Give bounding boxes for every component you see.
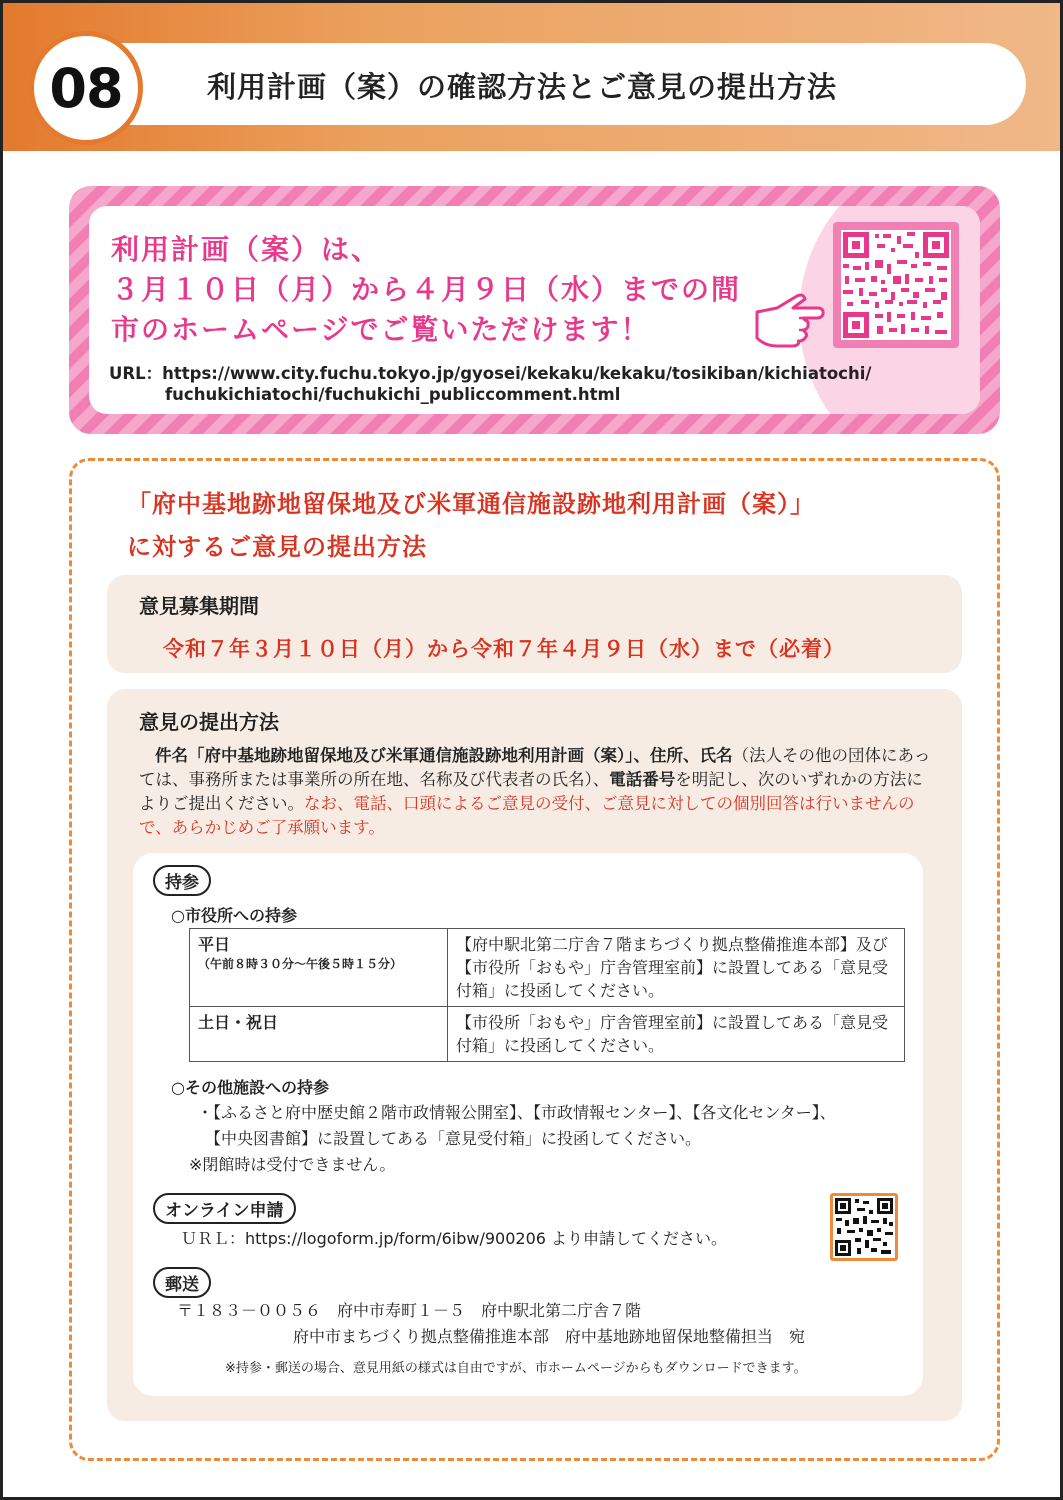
holiday-label: 土日・祝日 — [190, 1007, 448, 1062]
method-caution: なお、電話、口頭によるご意見の受付、ご意見に対しての個別回答は行いませんので、あらかじめご了承願います。 — [139, 794, 915, 837]
other-facilities-line-1: ・【ふるさと府中歴史館２階市政情報公開室】、【市政情報センター】、【各文化センター】、 — [197, 1103, 836, 1122]
section-number: 08 — [49, 56, 123, 120]
method-panel — [107, 689, 962, 1421]
tag-mail: 郵送 — [153, 1267, 211, 1298]
period-heading: 意見募集期間 — [139, 594, 259, 618]
period-value: 令和７年３月１０日（月）から令和７年４月９日（水）まで（必着） — [163, 637, 845, 661]
mail-address-line-1: 〒１８３－００５６ 府中市寿町１－５ 府中駅北第二庁舎７階 — [177, 1301, 642, 1320]
notice-url-cont[interactable]: fuchukichiatochi/fuchukichi_publiccomment.html — [165, 385, 621, 404]
method-phone-label: 電話番号 — [609, 770, 676, 789]
weekday-hours: （午前８時３０分～午後５時１５分） — [198, 957, 403, 971]
table-row — [190, 1007, 905, 1062]
method-required-items: 件名「府中基地跡地留保地及び米軍通信施設跡地利用計画（案）」、住所、氏名 — [155, 746, 733, 765]
notice-url[interactable]: URL：https://www.city.fuchu.tokyo.jp/gyosei/kekaku/kekaku/tosikiban/kichiatochi/ — [109, 364, 872, 383]
period-panel — [107, 575, 962, 673]
method-options-card — [133, 853, 923, 1396]
table-row — [190, 929, 905, 1007]
qr-code-online[interactable] — [830, 1193, 898, 1261]
other-facilities-heading: ○その他施設への持参 — [171, 1078, 329, 1097]
tag-online: オンライン申請 — [153, 1193, 296, 1224]
section-number-badge — [29, 31, 143, 145]
holiday-desc: 【市役所「おもや」庁舎管理室前】に設置してある「意見受付箱」に投函してください。 — [448, 1007, 905, 1062]
section-title-line-2: に対するご意見の提出方法 — [127, 533, 427, 561]
page-title: 利用計画（案）の確認方法とご意見の提出方法 — [207, 70, 838, 104]
weekday-cell — [190, 929, 448, 1007]
bring-schedule-table — [189, 928, 905, 1062]
form-download-note: ※持参・郵送の場合、意見用紙の様式は自由ですが、市ホームページからもダウンロードできます。 — [225, 1361, 807, 1376]
method-text-1: （法人その他の団体にあっては、事務所または事業所の所在地、名称及び代表者の氏名）、 — [139, 746, 931, 789]
other-facilities-line-2: 【中央図書館】に設置してある「意見受付箱」に投函してください。 — [205, 1129, 702, 1148]
mail-address-line-2: 府中市まちづくり拠点整備推進本部 府中基地跡地留保地整備担当 宛 — [293, 1327, 805, 1346]
notice-line-2: ３月１０日（月）から４月９日（水）までの間 — [111, 273, 742, 306]
method-text-2: を明記し、次のいずれかの方法によりご提出ください。 — [139, 770, 923, 813]
method-heading: 意見の提出方法 — [139, 710, 279, 734]
qr-code-plan[interactable] — [833, 222, 959, 348]
method-description — [139, 744, 939, 840]
notice-box — [69, 186, 1000, 434]
notice-inner — [89, 206, 980, 414]
online-url-text[interactable]: ＵＲＬ：https://logoform.jp/form/6ibw/900206 より申請してください。 — [181, 1229, 728, 1248]
notice-line-1: 利用計画（案）は、 — [111, 233, 382, 266]
weekday-label: 平日 — [198, 935, 231, 954]
tag-bring: 持参 — [153, 865, 211, 896]
closed-note: ※閉館時は受付できません。 — [189, 1155, 396, 1174]
pointing-hand-icon — [753, 290, 825, 348]
section-title-line-1: 「府中基地跡地留保地及び米軍通信施設跡地利用計画（案）」 — [127, 490, 815, 518]
city-hall-heading: ○市役所への持参 — [171, 906, 297, 925]
weekday-desc: 【府中駅北第二庁舎７階まちづくり拠点整備推進本部】及び【市役所「おもや」庁舎管理室前】に設置してある「意見受付箱」に投函してください。 — [448, 929, 905, 1007]
notice-line-3: 市のホームページでご覧いただけます！ — [111, 313, 651, 346]
